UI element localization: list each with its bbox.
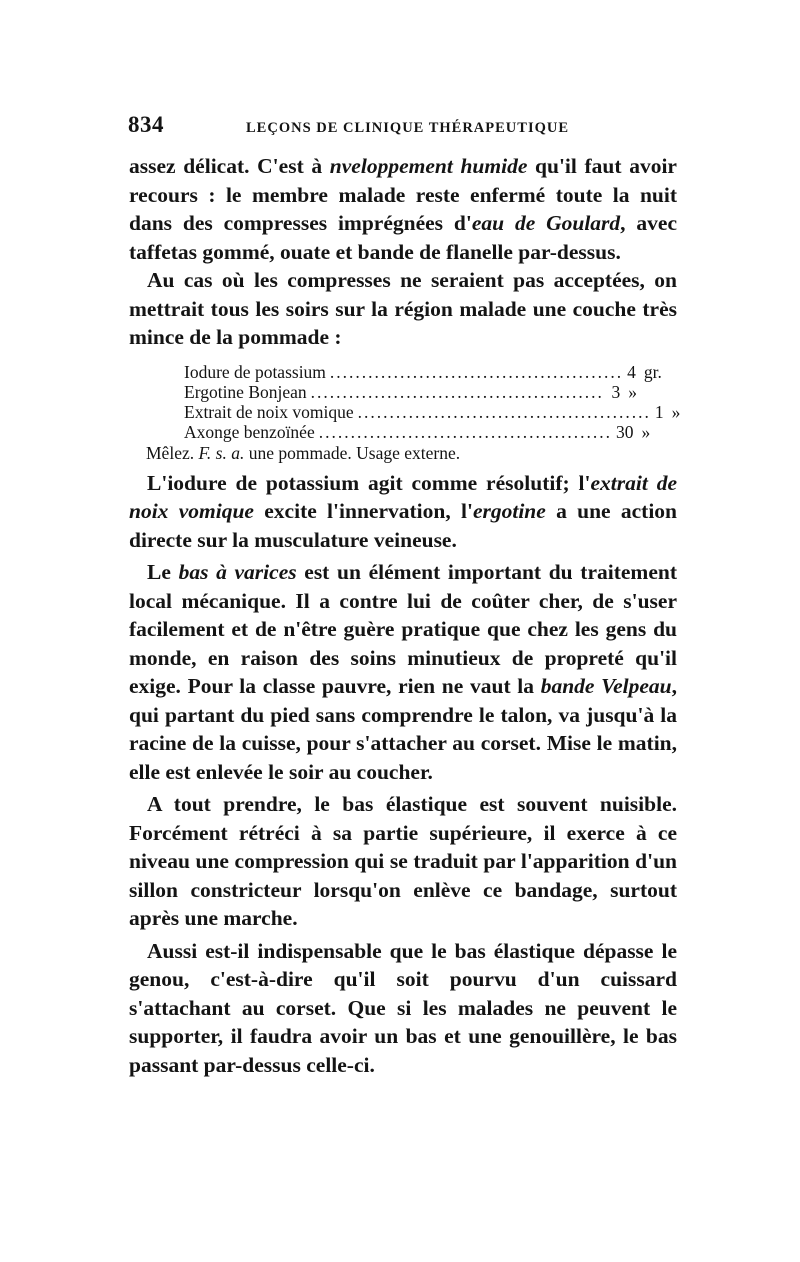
italic-run: eau de Goulard [471,211,621,235]
text-run: , qui partant du pied sans comprendre le talon, va jusqu'à la racine de la cuisse, pour s'attacher au corset. Mise le matin, elle est enlevée le soir au coucher. [129,674,677,784]
recipe-quantity: 1 [654,401,664,422]
dot-leader: .............................................. [329,361,624,382]
text-run: Mêlez. [146,442,199,463]
paragraph-5: A tout prendre, le bas élastique est souvent nuisible. Forcément rétréci à sa partie supérieure, il exerce à ce niveau une compression qui se traduit par l'apparition d'un sillon constricteur lorsqu'on enlève ce bandage, surtout après une marche. [129,792,677,930]
recipe-item [184,382,642,402]
recipe-formula [129,361,681,463]
recipe-ingredient: Ergotine Bonjean [184,381,307,402]
recipe-item [184,361,662,382]
paragraph-6: Aussi est-il indispensable que le bas élastique dépasse le genou, c'est-à-dire qu'il soit pourvu d'un cuissard s'attachant au corset. Que si les malades ne peuvent le supporter, il faudra avoir un bas et une genouillère, le bas passant par-dessus celle-ci. [129,938,677,1077]
text-run: excite l'innervation, l' [253,499,473,523]
running-head: LEÇONS DE CLINIQUE THÉRAPEUTIQUE [246,120,570,136]
text-run: L'iodure de potassium agit comme résolutif; l' [147,470,591,495]
recipe-ingredient: Iodure de potassium [184,361,326,382]
text-run: Le [147,560,179,584]
recipe-item [184,401,681,422]
italic-run: bas à varices [178,560,297,584]
text-run: une pommade. Usage externe. [244,442,461,463]
recipe-unit: » [641,421,651,442]
paragraph-2: Au cas où les compresses ne seraient pas acceptées, on mettrait tous les soirs sur la région malade une couche très mince de la pommade : [129,268,677,349]
dot-leader: .............................................. [357,401,651,422]
text-run: , avec taffetas gommé, ouate et bande de flanelle par-dessus. [129,211,677,264]
text-run: est un élément important du traitement local mécanique. Il a contre lui de coûter cher, de s'user facilement et de n'être guère pratique que chez les gens du monde, en raison des soins minutieux de propreté qu'il exige. Pour la classe pauvre, rien ne vaut la [129,560,678,698]
paragraph-3 [129,469,677,555]
recipe-quantity: 4 [627,361,636,382]
paragraph-1 [129,152,677,266]
text-run: qu'il faut avoir recours : le membre malade reste enfermé toute la nuit dans des compresses imprégnées d' [129,154,677,235]
italic-run: bande Velpeau [540,674,672,698]
page-header [128,112,673,142]
recipe-unit: » [628,381,638,402]
italic-run: ergotine [472,499,546,523]
paragraph-4 [129,558,677,786]
dot-leader: .............................................. [310,381,604,402]
recipe-quantity: 30 [615,421,634,442]
italic-run: extrait de noix vomique [129,470,677,523]
recipe-unit: gr. [643,361,662,382]
italic-run: nveloppement humide [329,154,528,178]
recipe-instructions [146,443,677,463]
text-run: assez délicat. C'est à [129,154,330,178]
recipe-ingredient: Extrait de noix vomique [184,401,354,422]
recipe-item [184,421,651,442]
page-number: 834 [128,112,164,137]
recipe-unit: » [671,401,681,422]
body-text [129,152,681,1079]
recipe-ingredient: Axonge benzoïnée [184,421,315,442]
italic-run: F. s. a. [198,442,245,463]
recipe-quantity: 3 [611,381,621,402]
dot-leader: .............................................. [318,421,612,442]
text-run: a une action directe sur la musculature veineuse. [129,499,678,552]
